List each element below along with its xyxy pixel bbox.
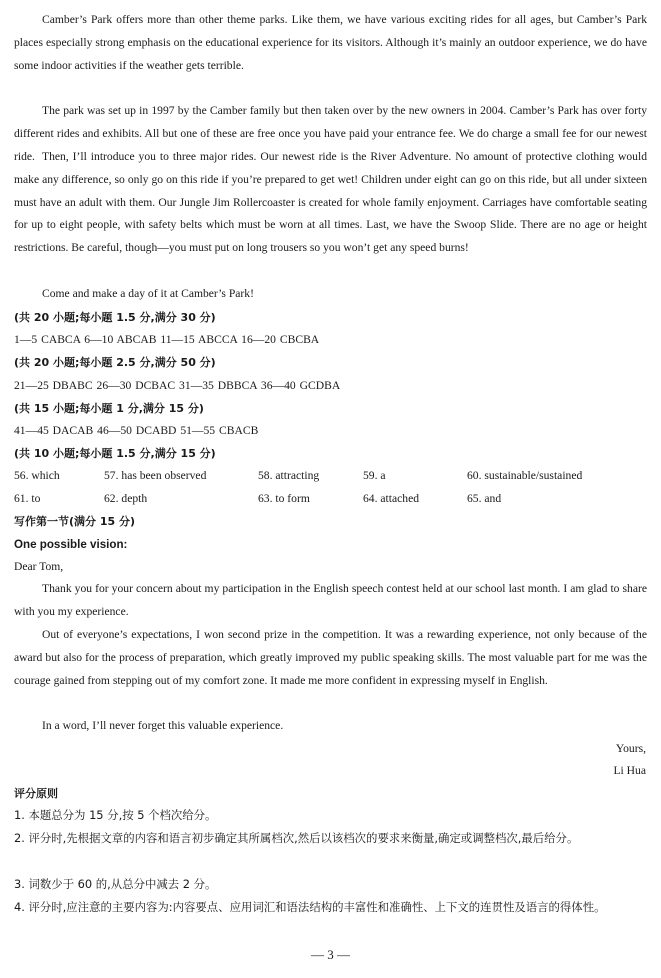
- fill-answer: 62. depth: [104, 492, 148, 505]
- letter-paragraph-3: In a word, I’ll never forget this valuable experience.: [42, 719, 284, 732]
- writing-header: 写作第一节(满分 15 分): [14, 515, 136, 528]
- fill-answer: 63. to form: [258, 492, 310, 505]
- passage-paragraph-2: The park was set up in 1997 by the Camber family but then taken over by the new owners in 2004. Camber’s Park has over forty different rides and exhibits. All but one of these are free once you have paid your entrance fee. We do charge a small fee for our newest ride.: [14, 104, 647, 163]
- page-number: — 3 —: [311, 947, 350, 962]
- letter-paragraph-2: Out of everyone’s expectations, I won second prize in the competition. It was a rewarding experience, not only because of the award but also for the process of preparation, which greatly improved my public speaking skills. The most valuable part for me was the courage gained from stepping out of my comfort zone. It made me more confident in expressing myself in English.: [14, 628, 647, 687]
- fill-answer: 56. which: [14, 469, 60, 482]
- section-3-answers: 41—45 DACAB 46—50 DCABD 51—55 CBACB: [14, 424, 259, 437]
- letter-signature: Li Hua: [613, 764, 646, 777]
- grading-rule-3: 3. 词数少于 60 的,从总分中减去 2 分。: [14, 877, 217, 891]
- letter-paragraph-1: Thank you for your concern about my participation in the English speech contest held at our school last month. I am glad to share with you my experience.: [14, 582, 647, 618]
- grading-rule-4: 4. 评分时,应注意的主要内容为:内容要点、应用词汇和语法结构的丰富性和准确性、上下文的连贯性及语言的得体性。: [14, 900, 606, 914]
- passage-paragraph-1: Camber’s Park offers more than other theme parks. Like them, we have various exciting rides for all ages, but Camber’s Park places especially strong emphasis on the educational experience for its visitors. Although it’s mainly an outdoor experience, we do have some indoor activities if the weather gets terrible.: [14, 13, 647, 72]
- letter-closing: Yours,: [615, 742, 646, 755]
- section-3-header: (共 15 小题;每小题 1 分,满分 15 分): [14, 402, 204, 415]
- passage-paragraph-4: Come and make a day of it at Camber’s Park!: [42, 287, 254, 300]
- grading-rule-1: 1. 本题总分为 15 分,按 5 个档次给分。: [14, 808, 217, 822]
- fill-answer: 59. a: [363, 469, 386, 482]
- section-2-header: (共 20 小题;每小题 2.5 分,满分 50 分): [14, 356, 216, 369]
- section-1-header: (共 20 小题;每小题 1.5 分,满分 30 分): [14, 311, 216, 324]
- grading-title: 评分原则: [14, 787, 58, 800]
- passage-paragraph-3: Then, I’ll introduce you to three major rides. Our newest ride is the River Adventure. No amount of protective clothing would make any difference, so only go on this ride if you’re prepared to get wet! Children under eight can go on this ride, but all under sixteen must have an adult with them. Our Jungle Jim Rollercoaster is created for whole family enjoyment. Carriages have comfortable seating for up to eight people, with safety belts which must be worn at all times. Last, we have the Swoop Slide. There are no age or height restrictions. Be careful, though—you must put on long trousers so you won’t get any speed burns!: [14, 150, 647, 255]
- section-2-answers: 21—25 DBABC 26—30 DCBAC 31—35 DBBCA 36—40 GCDBA: [14, 379, 341, 392]
- section-4-header: (共 10 小题;每小题 1.5 分,满分 15 分): [14, 447, 216, 460]
- fill-answer: 61. to: [14, 492, 41, 505]
- fill-answer: 64. attached: [363, 492, 420, 505]
- grading-rule-2: 2. 评分时,先根据文章的内容和语言初步确定其所属档次,然后以该档次的要求来衡量,确定或调整档次,最后给分。: [14, 831, 579, 845]
- fill-answer: 58. attracting: [258, 469, 320, 482]
- fill-answer: 65. and: [467, 492, 502, 505]
- section-1-answers: 1—5 CABCA 6—10 ABCAB 11—15 ABCCA 16—20 CBCBA: [14, 333, 320, 346]
- version-label: One possible vision:: [14, 538, 128, 551]
- fill-answer: 57. has been observed: [104, 469, 207, 482]
- letter-greeting: Dear Tom,: [14, 560, 64, 573]
- fill-answer: 60. sustainable/sustained: [467, 469, 583, 482]
